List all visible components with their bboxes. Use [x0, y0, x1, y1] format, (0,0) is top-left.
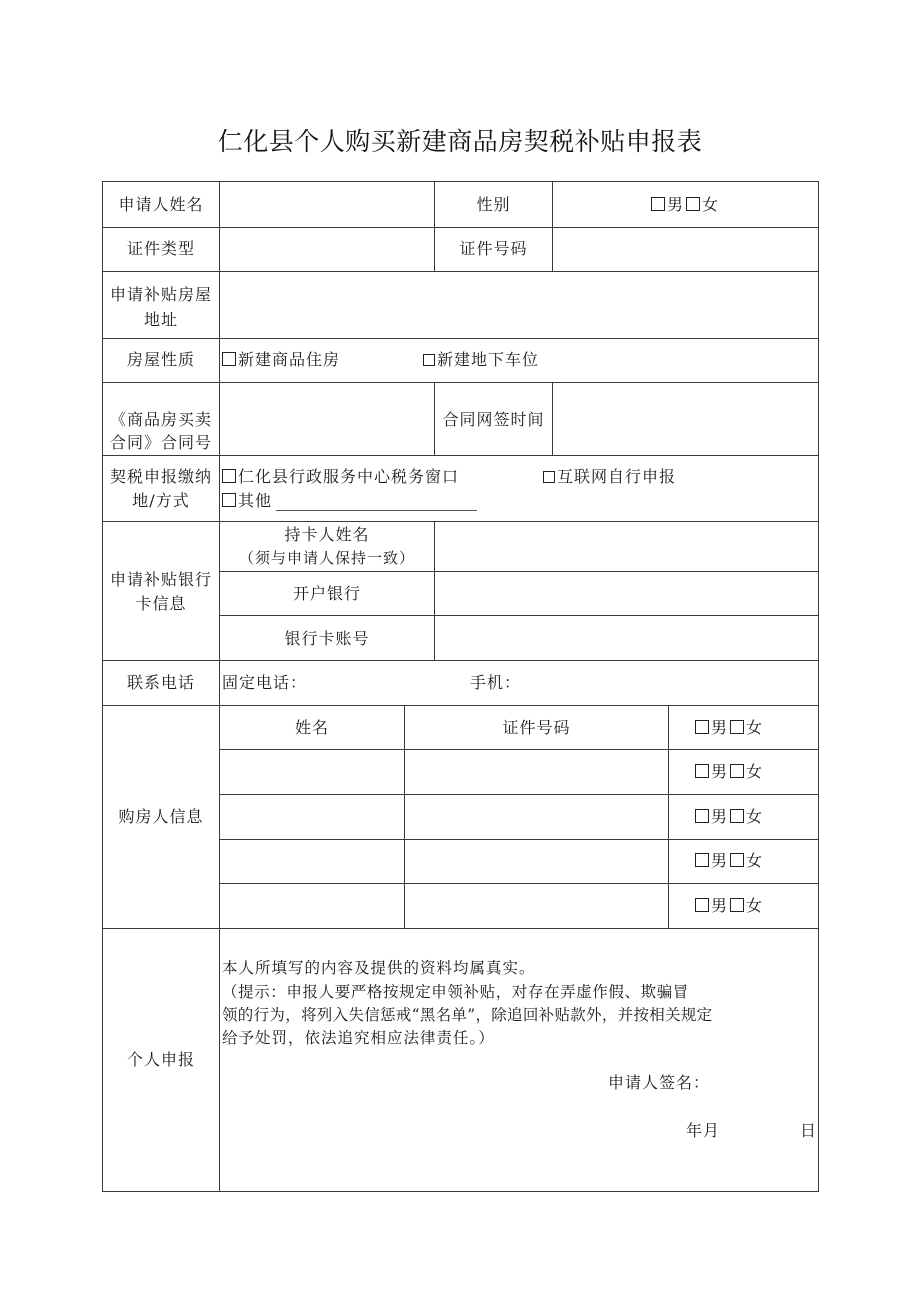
checkbox-male[interactable] — [695, 898, 709, 912]
page-title: 仁化县个人购买新建商品房契税补贴申报表 — [217, 127, 703, 156]
table-border-top — [102, 181, 819, 182]
buyer-gender-row-5 — [695, 894, 763, 918]
cardholder-label-line1: 持卡人姓名 — [284, 525, 370, 544]
tax-window-label: 仁化县行政服务中心税务窗口 — [238, 467, 460, 486]
male-label: 男 — [711, 762, 729, 781]
checkbox-female[interactable] — [730, 898, 744, 912]
male-label: 男 — [667, 195, 685, 214]
applicant-name-label: 申请人姓名 — [118, 195, 204, 214]
id-type-input[interactable] — [220, 228, 434, 271]
checkbox-female[interactable] — [730, 853, 744, 867]
declaration-note-line-2: 领的行为，将列入失信惩戒“黑名单”，除追回补贴款外，并按相关规定 — [222, 1006, 713, 1024]
row-divider — [102, 928, 819, 929]
applicant-name-input[interactable] — [220, 182, 434, 227]
tax-option-window — [222, 465, 459, 489]
card-number-input[interactable] — [435, 616, 818, 660]
new-parking-label: 新建地下车位 — [437, 350, 540, 369]
female-label: 女 — [746, 718, 764, 737]
male-label: 男 — [711, 718, 729, 737]
mobile-label: 手机： — [470, 673, 522, 692]
female-label: 女 — [746, 807, 764, 826]
bank-name-input[interactable] — [435, 572, 818, 615]
declaration-note-line-3: 给予处罚，依法追究相应法律责任。） — [222, 1029, 495, 1047]
property-type-label: 房屋性质 — [126, 350, 195, 369]
landline-label: 固定电话： — [222, 673, 308, 692]
checkbox-female[interactable] — [730, 764, 744, 778]
address-input[interactable] — [220, 272, 818, 338]
checkbox-male[interactable] — [651, 197, 665, 211]
male-label: 男 — [711, 896, 729, 915]
declaration-statement: 本人所填写的内容及提供的资料均属真实。 — [222, 959, 536, 977]
tax-option-online — [543, 465, 676, 489]
male-label: 男 — [711, 851, 729, 870]
female-label: 女 — [746, 851, 764, 870]
checkbox-female[interactable] — [730, 809, 744, 823]
row-divider — [102, 455, 819, 456]
checkbox-male[interactable] — [695, 764, 709, 778]
tax-label-line2: 地/方式 — [132, 491, 190, 510]
checkbox-male[interactable] — [695, 853, 709, 867]
date-day: 日 — [800, 1121, 818, 1140]
checkbox-tax-window[interactable] — [222, 469, 236, 483]
cell-divider — [668, 705, 669, 929]
row-divider — [102, 338, 819, 339]
buyer-gender-row-1 — [695, 716, 763, 740]
tax-online-label: 互联网自行申报 — [557, 467, 677, 486]
female-label: 女 — [746, 896, 764, 915]
row-divider — [219, 749, 819, 750]
id-number-input[interactable] — [553, 228, 818, 271]
property-option-housing — [222, 348, 340, 372]
tax-label-line1: 契税申报缴纳 — [109, 467, 212, 486]
buyer-gender-row-2 — [695, 760, 763, 784]
table-border-bottom — [102, 1191, 819, 1192]
checkbox-male[interactable] — [695, 720, 709, 734]
row-divider — [102, 660, 819, 661]
female-label: 女 — [746, 762, 764, 781]
buyer-gender-row-4 — [695, 849, 763, 873]
bank-name-label: 开户银行 — [292, 584, 361, 603]
checkbox-tax-online[interactable] — [543, 471, 555, 483]
contract-time-label: 合同网签时间 — [442, 410, 545, 429]
buyer-info-label: 购房人信息 — [118, 807, 204, 826]
checkbox-female[interactable] — [730, 720, 744, 734]
checkbox-new-housing[interactable] — [222, 352, 236, 366]
contract-number-input[interactable] — [220, 383, 434, 455]
tax-other-input-line[interactable] — [276, 510, 477, 511]
cardholder-input[interactable] — [435, 522, 818, 571]
male-label: 男 — [711, 807, 729, 826]
new-housing-label: 新建商品住房 — [238, 350, 341, 369]
cardholder-label-line2: （须与申请人保持一致） — [238, 549, 415, 567]
checkbox-tax-other[interactable] — [222, 493, 236, 507]
date-year-month: 年月 — [686, 1121, 721, 1140]
row-divider — [219, 883, 819, 884]
applicant-gender-options — [651, 193, 719, 217]
buyer-gender-row-3 — [695, 805, 763, 829]
female-label: 女 — [702, 195, 720, 214]
row-divider — [102, 705, 819, 706]
buyer-id-header: 证件号码 — [502, 718, 571, 737]
row-divider — [219, 794, 819, 795]
checkbox-male[interactable] — [695, 809, 709, 823]
table-border-right — [818, 181, 819, 1192]
contact-label: 联系电话 — [126, 673, 195, 692]
address-label-line2: 地址 — [143, 310, 178, 329]
contract-time-input[interactable] — [553, 383, 818, 455]
contract-label-line2: 合同》合同号 — [109, 433, 212, 452]
declaration-note-line-1: （提示：申报人要严格按规定申领补贴，对存在弄虚作假、欺骗冒 — [222, 983, 689, 1001]
contract-label-line1: 《商品房买卖 — [109, 410, 212, 429]
checkbox-female[interactable] — [686, 197, 700, 211]
gender-label: 性别 — [476, 195, 511, 214]
bank-label-line1: 申请补贴银行 — [109, 570, 212, 589]
id-type-label: 证件类型 — [126, 239, 195, 258]
tax-other-label: 其他 — [238, 491, 273, 510]
property-option-parking — [423, 348, 539, 372]
address-label-line1: 申请补贴房屋 — [109, 285, 212, 304]
card-number-label: 银行卡账号 — [284, 629, 370, 648]
checkbox-new-parking[interactable] — [423, 354, 435, 366]
row-divider — [219, 839, 819, 840]
bank-label-line2: 卡信息 — [135, 594, 187, 613]
declaration-label: 个人申报 — [126, 1050, 195, 1069]
signature-label: 申请人签名： — [608, 1073, 711, 1092]
id-number-label: 证件号码 — [459, 239, 528, 258]
tax-option-other — [222, 489, 272, 513]
buyer-name-header: 姓名 — [294, 718, 329, 737]
